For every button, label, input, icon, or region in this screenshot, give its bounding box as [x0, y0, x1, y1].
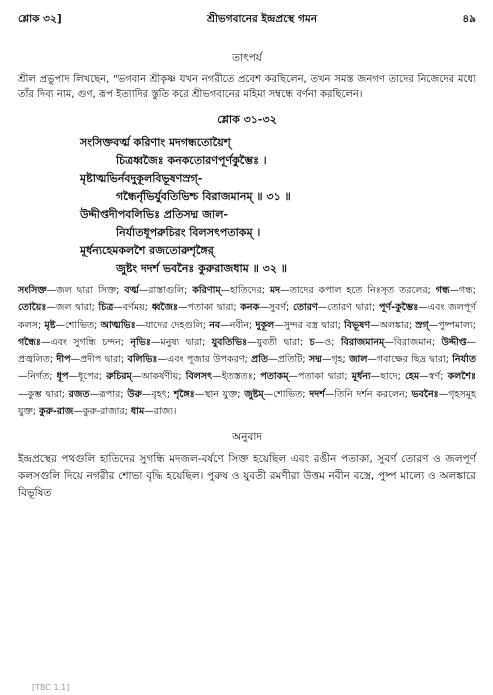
- synonym-meaning: গন্ধ;: [459, 285, 476, 296]
- synonym-meaning: জল দ্বারা;: [55, 302, 95, 314]
- verse-line: উদ্দীপ্তদীপবলিভিঃ প্রতিসদ্ম জাল-: [80, 208, 228, 221]
- chapter-title: শ্রীভগবানের ইন্দ্রপ্রস্থে গমন: [206, 13, 317, 25]
- synonym-meaning: তোরণ দ্বারা;: [327, 302, 376, 314]
- verse-line: চিত্রধ্বজৈঃ কনকতোরণপূর্ণকুম্ভৈঃ ।: [116, 154, 267, 167]
- synonym-word: দদর্শ: [309, 388, 325, 400]
- synonym-word: উরু: [127, 388, 142, 400]
- synonym-word: নৃভিঃ: [130, 336, 151, 348]
- translation-text: ইন্দ্রপ্রস্থের পথগুলি হাতিদের সুগন্ধি মদজল-বর্ষণে সিক্ত হয়েছিল এবং রঙীন পতাকা, সুবর্ণ তোরণ ও জলপূর্ণ কলসগুলি দিয়ে নগরীর শোভা বৃদ্ধি হয়েছিল। পুরুষ ও যুবতী রমণীরা উত্তম নবীন বস্ত্রে, পুষ্প মাল্যে ও অলঙ্কারে বিভূষিত: [18, 453, 476, 500]
- synonym-meaning: কুম্ভ দ্বারা;: [27, 388, 65, 400]
- synonym-word: বর্ত্ম: [124, 285, 139, 296]
- synonym-meaning: আকর্ষণীয়;: [141, 371, 182, 383]
- synonym-word: দুকূল: [255, 319, 275, 331]
- synonym-meaning: প্রজ্বলিত;: [18, 354, 54, 366]
- synonym-word: জুষ্টম্: [244, 388, 264, 400]
- synonym-meaning: এবং পূজার উপকরণ;: [167, 354, 248, 366]
- translation-heading: অনুবাদ: [232, 431, 262, 444]
- synonym-word: ধ্বজৈঃ: [151, 302, 178, 314]
- synonym-word: ধূপ: [56, 371, 69, 383]
- synonym-word: বলিভিঃ: [127, 354, 158, 366]
- sanskrit-verse: [18, 134, 476, 278]
- synonym-word: পূর্ণ-কুম্ভৈঃ: [378, 302, 419, 314]
- synonym-meaning: ইতস্ততঃ;: [221, 371, 257, 383]
- synonym-word: সংসিক্ত: [18, 285, 47, 296]
- synonym-word: গন্ধৈঃ: [18, 336, 41, 348]
- synonym-word: আত্মভিঃ: [100, 319, 136, 331]
- synonym-meaning: প্রতিটি;: [277, 354, 306, 366]
- synonym-word: হেম: [405, 371, 420, 383]
- synonym-word: নব: [209, 319, 221, 331]
- synonym-word: মূর্ধন্য: [351, 371, 371, 383]
- synonym-word: তোয়ৈঃ: [18, 302, 47, 314]
- synonym-word: কুরু-রাজ: [38, 406, 74, 418]
- synonym-meaning: পতাকা দ্বারা;: [187, 302, 237, 314]
- synonym-word: জাল: [349, 354, 368, 366]
- book-page: [18, 12, 476, 502]
- synonym-meaning: তিনি দর্শন করলেন;: [334, 388, 408, 400]
- synonym-word: কনক: [240, 302, 260, 314]
- synonym-meaning: নির্গত;: [27, 371, 53, 383]
- synonym-word: করিণাম্: [192, 285, 221, 296]
- synonym-meaning: তাদের কপাল হতে নিঃসৃত তরলের;: [289, 285, 431, 296]
- synonym-meaning: ও;: [324, 336, 335, 348]
- synonym-word: শৃঙ্গৈঃ: [173, 388, 195, 400]
- synonym-meaning: রাজ্য।: [153, 406, 177, 418]
- synonym-word: মৃষ্ট: [44, 319, 56, 331]
- verse-line: জুষ্টং দদর্শ ভবনৈঃ কুরুরাজধাম ॥ ৩২ ॥: [116, 262, 288, 275]
- synonym-word: রজত: [68, 388, 90, 400]
- verse-line: মৃষ্টাত্মভির্নবদুকূলবিভূষণস্রগ্-: [80, 172, 203, 185]
- synonym-meaning: যাদের দেহগুলি;: [145, 319, 206, 331]
- synonym-meaning: গৃহ;: [331, 354, 346, 366]
- synonym-meaning: অলঙ্কার;: [379, 319, 413, 331]
- synonym-meaning: এবং সুগন্ধি চন্দন;: [50, 336, 124, 348]
- synonym-meaning: স্বর্ণ;: [428, 371, 444, 383]
- synonym-meaning: বিরাজমান;: [393, 336, 436, 348]
- verse-heading: শ্লোক ৩১-৩২: [217, 113, 277, 126]
- synonym-word: বিরাজমানম্: [340, 336, 385, 348]
- synonym-word: ভবনৈঃ: [411, 388, 439, 400]
- synonym-meaning: হাতিদের;: [230, 285, 265, 296]
- synonym-word: বিলসৎ: [185, 371, 213, 383]
- synonym-word: রুচিরম্: [106, 371, 132, 383]
- synonym-word: বিভূষণ: [344, 319, 371, 331]
- synonym-meaning: মনুষ্য দ্বারা;: [160, 336, 206, 348]
- synonym-meaning: এবং জলপূর্ণ কলস;: [18, 302, 476, 331]
- synonym-word: মদ: [269, 285, 281, 296]
- synonym-meaning: শোভিত;: [273, 388, 306, 400]
- synonym-word: তোরণ: [293, 302, 318, 314]
- verse-line: মূর্ধন্যহেমকলশৈ রজতোরুশৃঙ্গৈর্: [80, 244, 214, 257]
- synonym-meaning: নবীন;: [229, 319, 253, 331]
- synonym-word: যুবতিভিঃ: [211, 336, 248, 348]
- synonym-word: পতাকম্: [260, 371, 289, 383]
- synonym-word: স্রগ্: [415, 319, 429, 331]
- page-number: ৪৯: [462, 13, 476, 25]
- synonym-word: সদ্ম: [308, 354, 322, 366]
- synonym-meaning: বর্ণময়;: [122, 302, 148, 314]
- synonym-word: নির্যাত: [452, 354, 476, 366]
- synonym-meaning: ছাদে;: [380, 371, 401, 383]
- synonym-word: চিত্র: [98, 302, 114, 314]
- verse-reference: শ্লোক ৩২]: [18, 13, 62, 25]
- synonym-meaning: পুষ্পমাল্য;: [438, 319, 476, 331]
- verse-line: গন্ধৈর্নৃভির্যুবতিভিশ্চ বিরাজমানম্ ॥ ৩১ ॥: [116, 190, 291, 203]
- word-for-word-synonyms: সংসিক্ত—জল দ্বারা সিক্ত; বর্ত্ম—রাস্তাগুলি; করিণাম্—হাতিদের; মদ—তাদের কপাল হতে নিঃসৃত তরলের; গন্ধ—গন্ধ; তোয়ৈঃ—জল দ্বারা; চিত্র—বর্ণময়; ধ্বজৈঃ—পতাকা দ্বারা; কনক—সুবর্ণ; তোরণ—তোরণ দ্বারা; পূর্ণ-কুম্ভৈঃ—এবং জলপূর্ণ কলস; মৃষ্ট—শোভিত; আত্মভিঃ—যাদের দেহগুলি; নব—নবীন; দুকূল—সুন্দর বস্ত্র দ্বারা; বিভূষণ—অলঙ্কার; স্রগ্—পুষ্পমাল্য; গন্ধৈঃ—এবং সুগন্ধি চন্দন; নৃভিঃ—মনুষ্য দ্বারা; যুবতিভিঃ—যুবতী দ্বারা; চ—ও; বিরাজমানম্—বিরাজমান; উদ্দীপ্ত—প্রজ্বলিত; দীপ—প্রদীপ দ্বারা; বলিভিঃ—এবং পূজার উপকরণ; প্রতি—প্রতিটি; সদ্ম—গৃহ; জাল—গবাক্ষের ছিদ্র দ্বারা; নির্যাত—নির্গত; ধূপ—ধূপের; রুচিরম্—আকর্ষণীয়; বিলসৎ—ইতস্ততঃ; পতাকম্—পতাকা দ্বারা; মূর্ধন্য—ছাদে; হেম—স্বর্ণ; কলশৈঃ—কুম্ভ দ্বারা; রজত—রূপার; উরু—বৃহৎ; শৃঙ্গৈঃ—স্থান যুক্ত; জুষ্টম্—শোভিত; দদর্শ—তিনি দর্শন করলেন; ভবনৈঃ—গৃহসমূহ যুক্ত; কুরু-রাজ—কুরু-রাজার; ধাম—রাজ্য।: [18, 285, 477, 418]
- synonym-meaning: রূপার;: [99, 388, 124, 400]
- synonym-word: উদ্দীপ্ত: [441, 336, 467, 348]
- synonym-meaning: রাস্তাগুলি;: [148, 285, 188, 296]
- synonym-meaning: বৃহৎ;: [151, 388, 171, 400]
- running-header: [18, 12, 476, 29]
- synonym-word: দীপ: [56, 354, 71, 366]
- page-footer: [TBC 1.1]: [32, 683, 70, 692]
- synonym-meaning: শোভিত;: [64, 319, 98, 331]
- synonym-meaning: সুবর্ণ;: [268, 302, 290, 314]
- purport-heading: তাৎপর্য: [232, 52, 262, 64]
- verse-line: নির্যাতধূপরুচিরং বিলসৎপতাকম্ ।: [116, 226, 261, 239]
- verse-line: সংসিক্তবর্ত্ম করিণাং মদগন্ধতোয়ৈশ্: [80, 136, 231, 149]
- synonym-word: কলশৈঃ: [447, 371, 477, 383]
- synonym-word: ধাম: [130, 406, 145, 418]
- synonym-meaning: গবাক্ষের ছিদ্র দ্বারা;: [376, 354, 449, 366]
- synonym-meaning: প্রদীপ দ্বারা;: [80, 354, 125, 366]
- synonym-word: গন্ধ: [435, 285, 450, 296]
- synonym-meaning: পতাকা দ্বারা;: [298, 371, 348, 383]
- synonym-meaning: গৃহসমূহ যুক্ত;: [18, 388, 476, 418]
- synonym-meaning: ধূপের;: [77, 371, 102, 383]
- synonym-meaning: স্থান যুক্ত;: [204, 388, 241, 400]
- purport-text: শ্রীল প্রভুপাদ লিখছেন, "ভগবান শ্রীকৃষ্ণ যখন নগরীতে প্রবেশ করছিলেন, তখন সমস্ত জনগণ তাদের নিজেদের মধ্যে তাঁর দিব্য নাম, গুণ, রূপ ইত্যাদির স্তুতি করে শ্রীভগবানের মহিমা সম্বন্ধে বর্ণনা করছিলেন।: [18, 74, 476, 100]
- synonym-meaning: জল দ্বারা সিক্ত;: [56, 285, 120, 296]
- synonym-meaning: যুবতী দ্বারা;: [256, 336, 304, 348]
- synonym-meaning: সুন্দর বস্ত্র দ্বারা;: [283, 319, 341, 331]
- synonym-meaning: কুরু-রাজার;: [82, 406, 128, 418]
- synonym-word: প্রতি: [251, 354, 269, 366]
- synonym-word: চ: [309, 336, 315, 348]
